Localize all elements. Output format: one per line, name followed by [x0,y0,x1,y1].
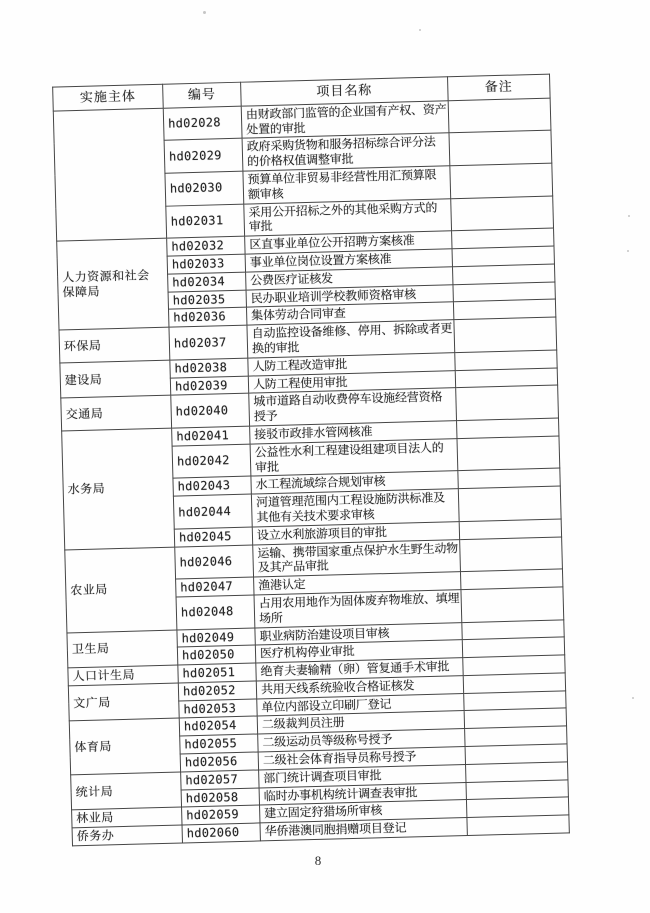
remark-cell [457,436,560,471]
code-cell: hd02042 [172,444,251,479]
name-cell: 公益性水利工程建设组建项目法人的 审批 [250,438,458,476]
approval-items-table-wrap [52,74,569,847]
code-cell: hd02053 [179,699,257,719]
code-cell: hd02052 [178,681,256,701]
name-cell: 建立固定狩猎场所审核 [260,800,467,823]
name-cell: 人防工程改造审批 [248,352,455,375]
code-cell: hd02031 [166,204,245,239]
remark-cell [456,385,559,420]
name-cell: 二级运动员等级称号授予 [258,729,465,752]
code-cell: hd02032 [167,236,245,256]
subject-cell: 林业局 [72,807,182,828]
subject-cell: 文广局 [68,683,179,721]
name-cell: 预算单位非贸易非经营性用汇预算限 额审核 [243,166,451,204]
code-cell: hd02047 [176,577,254,597]
name-cell: 医疗机构停业审批 [255,640,462,663]
code-cell: hd02038 [170,358,248,378]
name-cell: 二级社会体育指导员称号授予 [258,747,465,770]
name-cell: 单位内部设立印刷厂登记 [257,693,464,716]
name-cell: 绝育夫妻输精（卵）管复通手术审批 [256,658,463,681]
code-cell: hd02050 [177,645,255,665]
code-cell: hd02060 [182,823,260,843]
header-name: 项目名称 [241,77,449,106]
scan-speck [628,215,630,217]
code-cell: hd02030 [165,171,244,206]
code-cell: hd02037 [169,325,248,360]
code-cell: hd02046 [175,545,254,580]
code-cell: hd02049 [177,628,255,648]
name-cell: 公费医疗证核发 [246,266,453,289]
name-cell: 临时办事机构统计调查表审批 [259,782,466,805]
code-cell: hd02028 [163,106,242,141]
name-cell: 政府采购货物和服务招标综合评分法 的价格权值调整审批 [242,133,450,171]
scan-speck [419,29,421,31]
code-cell: hd02057 [181,770,259,790]
remark-cell [461,587,564,622]
code-cell: hd02058 [181,788,259,808]
scan-speck [627,250,629,252]
name-cell: 集体劳动合同审查 [246,302,453,325]
remark-cell [460,536,563,571]
name-cell: 区直事业单位公开招聘方案核准 [245,231,452,254]
subject-cell: 农业局 [65,547,177,633]
name-cell: 职业病防治建设项目审核 [255,622,462,645]
name-cell: 事业单位岗位设置方案核准 [245,249,452,272]
code-cell: hd02056 [180,752,258,772]
code-cell: hd02055 [180,734,258,754]
subject-cell: 水务局 [62,428,175,549]
remark-cell [448,98,551,133]
name-cell: 设立水利旅游项目的审批 [252,521,459,544]
subject-cell: 人口计生局 [68,665,178,686]
subject-cell: 环保局 [59,327,170,362]
subject-cell: 建设局 [60,360,171,398]
name-cell: 采用公开招标之外的其他采购方式的 审批 [244,198,452,236]
subject-cell: 人力资源和社会 保障局 [57,238,169,330]
code-cell: hd02040 [171,393,250,428]
subject-cell: 统计局 [71,772,182,810]
code-cell: hd02044 [173,494,252,529]
code-cell: hd02045 [174,527,252,547]
code-cell: hd02035 [168,290,246,310]
name-cell: 水工程流域综合规划审核 [251,471,458,494]
name-cell: 部门统计调查项目审批 [259,764,466,787]
header-remark: 备注 [448,74,551,100]
code-cell: hd02033 [167,254,245,274]
name-cell: 民办职业培训学校教师资格审核 [246,284,453,307]
approval-items-table [52,74,570,847]
remark-cell [458,486,561,521]
name-cell: 二级裁判员注册 [257,711,464,734]
name-cell: 人防工程使用审批 [248,370,455,393]
subject-cell: 侨务办 [72,825,182,846]
name-cell: 运输、携带国家重点保护水生野生动物 及其产品审批 [253,539,461,577]
name-cell: 由财政部门监管的企业国有产权、资产 处置的审批 [241,101,449,139]
name-cell: 渔港认定 [254,572,461,595]
code-cell: hd02059 [182,805,260,825]
subject-cell [53,108,166,241]
name-cell: 城市道路自动收费停车设施经营资格 授予 [249,388,457,426]
header-code: 编号 [163,82,242,108]
scan-speck [632,697,634,699]
remark-cell [467,815,569,835]
name-cell: 自动监控设备维修、停用、拆除或者更 换的审批 [247,320,455,358]
name-cell: 华侨港澳同胞捐赠项目登记 [260,818,467,841]
code-cell: hd02039 [170,376,248,396]
code-cell: hd02041 [172,426,250,446]
remark-cell [450,163,553,198]
subject-cell: 卫生局 [67,630,178,668]
remark-cell [449,130,552,165]
code-cell: hd02054 [179,716,257,736]
subject-cell: 体育局 [69,719,180,775]
code-cell: hd02029 [164,139,243,174]
code-cell: hd02043 [173,476,251,496]
remark-cell [454,317,557,352]
code-cell: hd02034 [168,272,246,292]
page-number: 8 [314,853,322,868]
name-cell: 共用天线系统验收合格证核发 [256,675,463,698]
remark-cell [451,196,554,231]
code-cell: hd02048 [176,595,255,630]
code-cell: hd02036 [169,307,247,327]
header-subject: 实施主体 [53,84,164,111]
name-cell: 河道管理范围内工程设施防洪标准及 其他有关技术要求审核 [251,489,459,527]
scan-speck [203,11,206,14]
name-cell: 占用农用地作为固体废弃物堆放、填埋 场所 [254,590,462,628]
subject-cell: 交通局 [61,395,172,430]
code-cell: hd02051 [178,663,256,683]
name-cell: 接驳市政排水管网核准 [250,421,457,444]
